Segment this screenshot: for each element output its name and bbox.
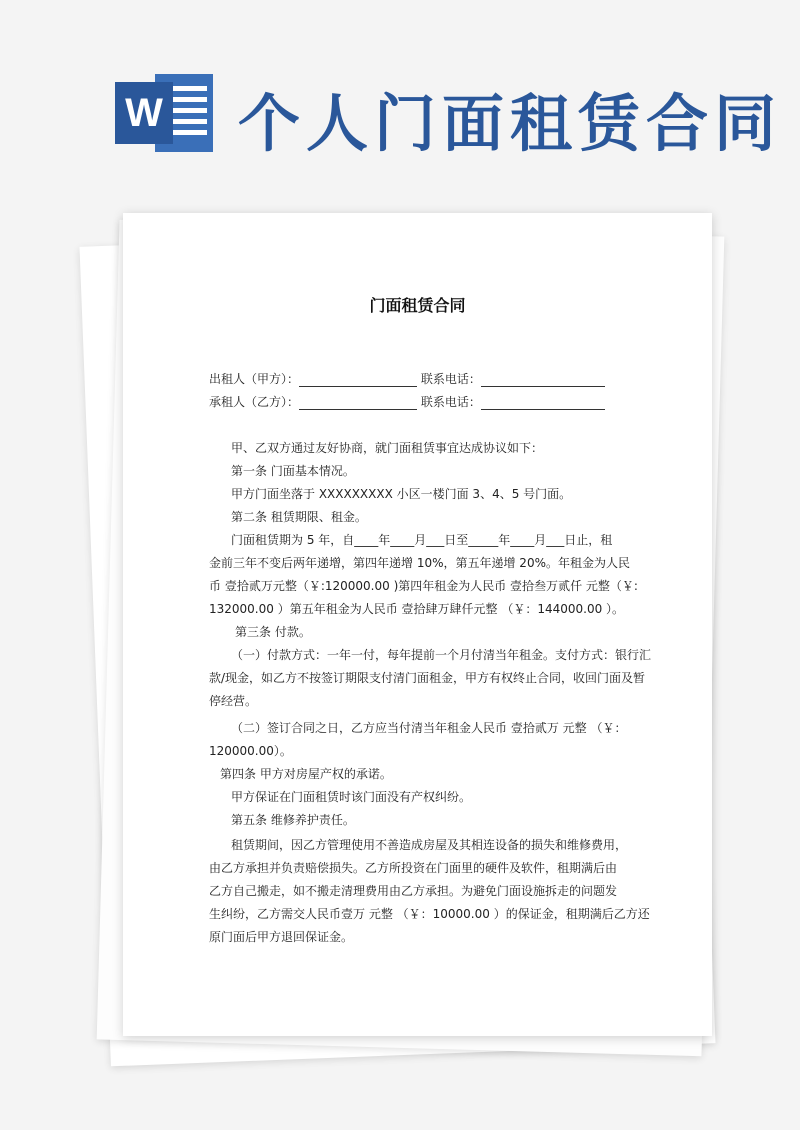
paragraph-line: 金前三年不变后两年递增，第四年递增 10%，第五年递增 20%。年租金为人民 [209,556,630,570]
paragraph-line: 132000.00 ）第五年租金为人民币 壹拾肆万肆仟元整 （￥：144000.00 ）。 [209,602,625,616]
phone-blank [481,395,605,410]
phone-label: 联系电话： [420,395,481,409]
paragraph-line: 甲方门面坐落于 XXXXXXXXX 小区一楼门面 3、4、5 号门面。 [231,487,572,501]
lessor-row [209,370,605,387]
phone-label: 联系电话： [420,372,481,386]
contract-document [123,213,712,1036]
lessee-row [209,393,605,410]
document-title: 门面租赁合同 [369,296,466,315]
paragraph-line: 甲、乙双方通过友好协商，就门面租赁事宜达成协议如下： [231,441,544,455]
paragraph-line: 乙方自己搬走，如不搬走清理费用由乙方承担。为避免门面设施拆走的问题发 [209,884,618,898]
clause-heading: 第五条 维修养护责任。 [231,813,355,827]
lessor-label: 出租人（甲方）： [209,372,300,386]
paragraph-line: 120000.00）。 [209,744,292,758]
paragraph-line: 门面租赁期为 5 年，自____年____月___日至_____年____月___日止，租 [231,533,613,547]
banner-title: 个人门面租赁合同 [238,87,783,160]
paragraph-line: 款/现金，如乙方不按签订期限支付清门面租金，甲方有权终止合同，收回门面及暂 [209,671,646,685]
lessor-blank [299,372,417,387]
lessee-blank [299,395,417,410]
clause-heading: 第四条 甲方对房屋产权的承诺。 [220,767,392,781]
paragraph-line: （一）付款方式：一年一付，每年提前一个月付清当年租金。支付方式：银行汇 [231,648,652,662]
paragraph-line: 甲方保证在门面租赁时该门面没有产权纠纷。 [231,790,472,804]
paragraph-line: 由乙方承担并负责赔偿损失。乙方所投资在门面里的硬件及软件，租期满后由 [209,861,618,875]
svg-text:W: W [125,91,163,135]
word-document-icon [115,70,215,156]
lessee-label: 承租人（乙方）： [209,395,300,409]
paragraph-line: 停经营。 [209,694,258,708]
phone-blank [481,372,605,387]
paragraph-line: 生纠纷，乙方需交人民币壹万 元整 （￥：10000.00 ）的保证金，租期满后乙方还 [209,907,650,921]
banner [0,0,800,190]
clause-heading: 第一条 门面基本情况。 [231,464,355,478]
paragraph-line: 币 壹拾贰万元整（￥:120000.00 )第四年租金为人民币 壹拾叁万贰仟 元整（￥: [209,579,638,593]
paragraph-line: 原门面后甲方退回保证金。 [209,930,354,944]
clause-heading: 第二条 租赁期限、租金。 [231,510,367,524]
paragraph-line: 租赁期间，因乙方管理使用不善造成房屋及其相连设备的损失和维修费用， [231,838,628,852]
clause-heading: 第三条 付款。 [235,625,311,639]
paragraph-line: （二）签订合同之日，乙方应当付清当年租金人民币 壹拾贰万 元整 （￥： [231,721,627,735]
